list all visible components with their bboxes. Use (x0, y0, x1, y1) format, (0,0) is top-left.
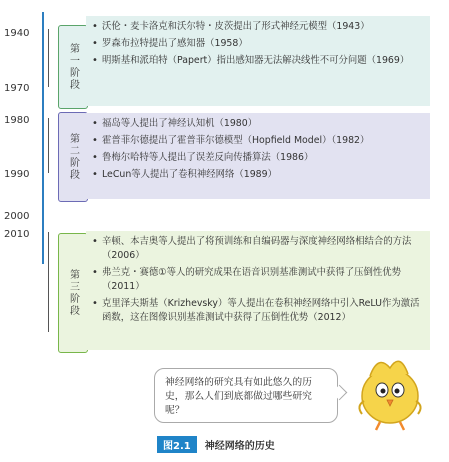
bracket-phase-2 (48, 118, 49, 173)
phase-2-item: • 鲁梅尔哈特等人提出了误差反向传播算法（1986） (102, 151, 422, 165)
year-label: 1980 (4, 115, 30, 126)
bracket-phase-1 (48, 29, 49, 87)
phase-3-item: • 辛顿、本吉奥等人提出了将预训练和自编码器与深度神经网络相结合的方法（2006） (102, 235, 422, 263)
phase-1-label: 第一阶段 (58, 25, 88, 109)
phase-2-panel (86, 113, 430, 199)
phase-3-panel (86, 231, 430, 350)
year-label: 2000 (4, 211, 30, 222)
phase-1-item: • 明斯基和派珀特（Papert）指出感知器无法解决线性不可分问题（1969） (102, 54, 422, 68)
phase-3-item: • 克里泽夫斯基（Krizhevsky）等人提出在卷积神经网络中引入ReLU作为激活函数，这在图像识别基准测试中获得了压倒性优势（2012） (102, 297, 422, 325)
figure-number: 图2.1 (157, 436, 197, 453)
timeline-axis (42, 12, 44, 264)
phase-3-label: 第三阶段 (58, 233, 88, 353)
phase-2-item: • 福岛等人提出了神经认知机（1980） (102, 117, 422, 131)
phase-2-item: • 霍普菲尔德提出了霍普菲尔德模型（Hopfield Model）（1982） (102, 134, 422, 148)
bracket-phase-3 (48, 232, 49, 332)
phase-1-item: • 罗森布拉特提出了感知器（1958） (102, 37, 422, 51)
year-label: 1940 (4, 28, 30, 39)
phase-1-panel (86, 16, 430, 106)
phase-2-item: • LeCun等人提出了卷积神经网络（1989） (102, 168, 422, 182)
year-label: 2010 (4, 229, 30, 240)
phase-3-item: • 弗兰克・赛德①等人的研究成果在语音识别基准测试中获得了压倒性优势（2011） (102, 266, 422, 294)
phase-2-label: 第二阶段 (58, 112, 88, 202)
year-label: 1970 (4, 83, 30, 94)
phase-1-item: • 沃伦・麦卡洛克和沃尔特・皮茨提出了形式神经元模型（1943） (102, 20, 422, 34)
figure-title: 神经网络的历史 (204, 441, 275, 452)
figure-caption (157, 436, 275, 453)
year-label: 1990 (4, 169, 30, 180)
yellow-chick-mascot-icon (350, 346, 428, 432)
speech-bubble: 神经网络的研究具有如此悠久的历史，那么人们到底都做过哪些研究呢？ (154, 368, 338, 423)
